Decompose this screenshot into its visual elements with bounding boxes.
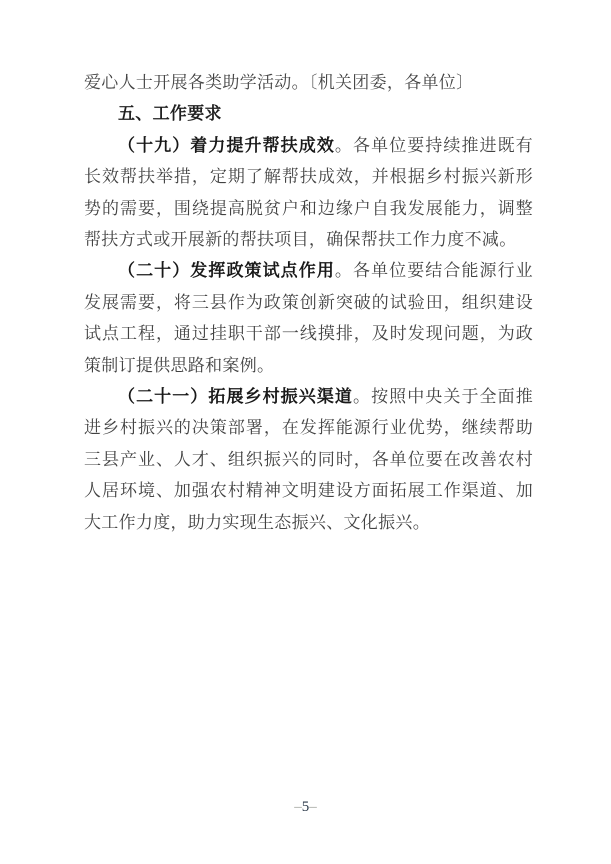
paragraph-21-punct: 。 — [353, 387, 372, 407]
page-footer — [0, 797, 611, 817]
paragraph-19 — [84, 130, 533, 256]
paragraph-21 — [84, 381, 533, 538]
paragraph-continuation: 爱心人士开展各类助学活动。〔机关团委，各单位〕 — [84, 73, 474, 92]
paragraph-19-punct: 。 — [334, 135, 353, 155]
paragraph-20 — [84, 255, 533, 381]
document-body — [84, 67, 533, 538]
paragraph-20-body: 各单位要结合能源行业发展需要，将三县作为政策创新突破的试验田，组织建设试点工程，通过挂职干部一线摸排，及时发现问题，为政策制订提供思路和案例。 — [84, 261, 533, 375]
page-number-dash-right: – — [309, 799, 317, 815]
paragraph-21-body: 按照中央关于全面推进乡村振兴的决策部署，在发挥能源行业优势，继续帮助三县产业、人才、组织振兴的同时，各单位要在改善农村人居环境、加强农村精神文明建设方面拓展工作渠道、加大工作力度，助力实现生态振兴、文化振兴。 — [84, 387, 533, 532]
paragraph-21-lead: （二十一）拓展乡村振兴渠道 — [118, 387, 353, 407]
paragraph-19-lead: （十九）着力提升帮扶成效 — [118, 135, 335, 155]
paragraph-19-body: 各单位要持续推进既有长效帮扶举措，定期了解帮扶成效，并根据乡村振兴新形势的需要，围绕提高脱贫户和边缘户自我发展能力，调整帮扶方式或开展新的帮扶项目，确保帮扶工作力度不减。 — [84, 135, 533, 250]
page-number-dash-left: – — [294, 799, 302, 815]
paragraph-20-lead: （二十）发挥政策试点作用 — [118, 261, 335, 281]
paragraph-20-punct: 。 — [334, 261, 353, 281]
page-number: 5 — [301, 799, 310, 815]
section-heading: 五、工作要求 — [118, 104, 222, 124]
